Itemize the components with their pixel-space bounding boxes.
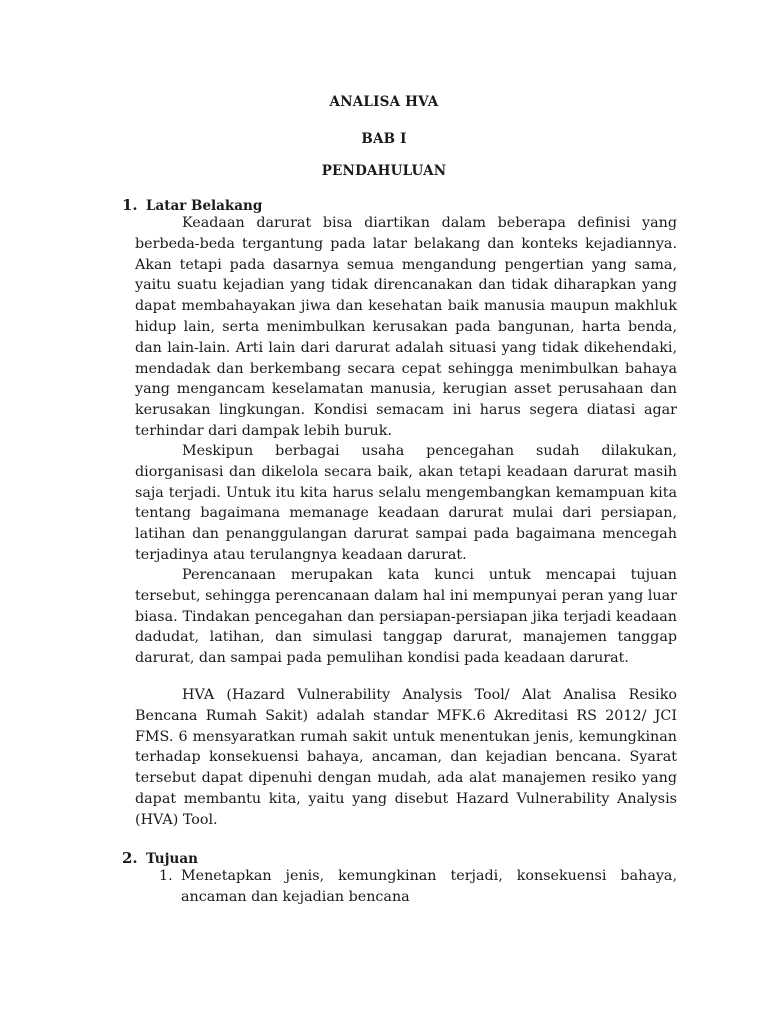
paragraph: Perencanaan merupakan kata kunci untuk mencapai tujuan tersebut, sehingga perencanaan dalam hal ini mempunyai peran yang luar biasa. Tindakan pencegahan dan persiapan-persiapan jika terjadi keadaan dadudat, latihan, dan simulasi tanggap darurat, manajemen tanggap darurat, dan sampai pada pemulihan kondisi pada keadaan darurat. xyxy=(135,567,677,667)
section-title: Tujuan xyxy=(146,851,198,867)
list-item xyxy=(135,866,677,908)
paragraph: Meskipun berbagai usaha pencegahan sudah dilakukan, diorganisasi dan dikelola secara baik, akan tetapi keadaan darurat masih saja terjadi. Untuk itu kita harus selalu mengembangkan kemampuan kita tentang bagaimana memanage keadaan darurat mulai dari persiapan, latihan dan penanggulangan darurat sampai pada bagaimana mencegah terjadinya atau terulangnya keadaan darurat. xyxy=(135,443,677,563)
objectives-list xyxy=(135,866,677,908)
list-item-number: 1. xyxy=(159,868,173,884)
section-number: 2. xyxy=(122,849,138,867)
section-number: 1. xyxy=(122,196,138,214)
document-title: ANALISA HVA xyxy=(329,94,439,110)
list-item-text: Menetapkan jenis, kemungkinan terjadi, konsekuensi bahaya, ancaman dan kejadian bencana xyxy=(181,868,677,905)
section-title: Latar Belakang xyxy=(146,198,263,214)
chapter-number: BAB I xyxy=(361,131,407,147)
section-heading-latar-belakang xyxy=(122,196,262,214)
section-heading-tujuan xyxy=(122,849,198,867)
paragraph: HVA (Hazard Vulnerability Analysis Tool/ Alat Analisa Resiko Bencana Rumah Sakit) adalah standar MFK.6 Akreditasi RS 2012/ JCI FMS. 6 mensyaratkan rumah sakit untuk menentukan jenis, kemungkinan terhadap konsekuensi bahaya, ancaman, dan kejadian bencana. Syarat tersebut dapat dipenuhi dengan mudah, ada alat manajemen resiko yang dapat membantu kita, yaitu yang disebut Hazard Vulnerability Analysis (HVA) Tool. xyxy=(135,687,677,828)
paragraph: Keadaan darurat bisa diartikan dalam beberapa definisi yang berbeda-beda tergantung pada latar belakang dan konteks kejadiannya. Akan tetapi pada dasarnya semua mengandung pengertian yang sama, yaitu suatu kejadian yang tidak direncanakan dan tidak diharapkan yang dapat membahayakan jiwa dan kesehatan baik manusia maupun makhluk hidup lain, serta menimbulkan kerusakan pada bangunan, harta benda, dan lain-lain. Arti lain dari darurat adalah situasi yang tidak dikehendaki, mendadak dan berkembang secara cepat sehingga menimbulkan bahaya yang mengancam keselamatan manusia, kerugian asset perusahaan dan kerusakan lingkungan. Kondisi semacam ini harus segera diatasi agar terhindar dari dampak lebih buruk. xyxy=(135,215,677,439)
chapter-title: PENDAHULUAN xyxy=(321,163,447,179)
